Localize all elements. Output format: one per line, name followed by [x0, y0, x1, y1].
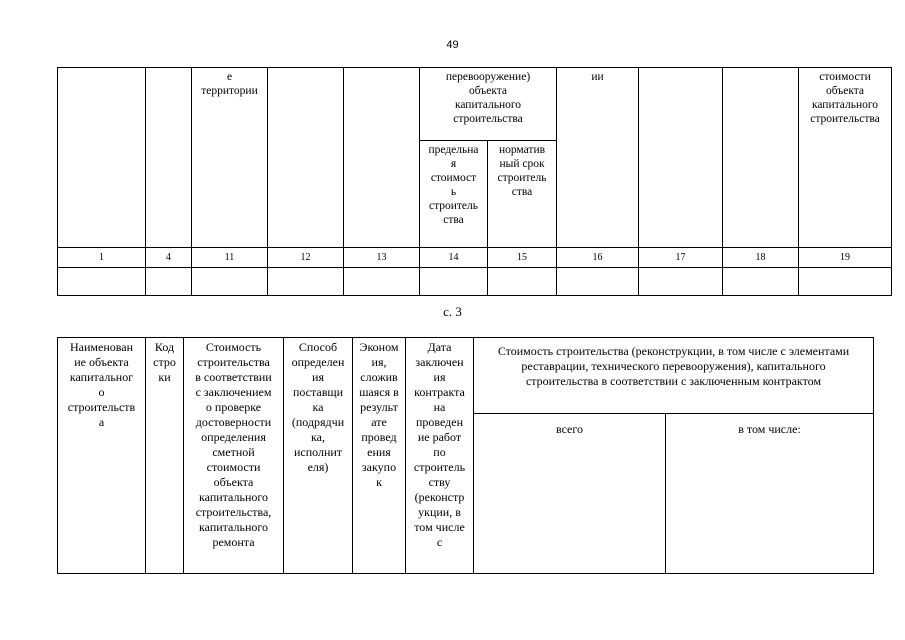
cell-c17-header [639, 68, 723, 248]
data-cell [58, 268, 146, 296]
cell-c14-group-header: перевооружение) объекта капитального строительства [420, 68, 557, 141]
cell-c18-header [723, 68, 799, 248]
header-supplier-method: Способ определен ия поставщи ка (подрядчи ка, исполнит еля) [284, 338, 353, 574]
data-cell [723, 268, 799, 296]
col-num-16: 16 [557, 248, 639, 268]
col-num-19: 19 [799, 248, 892, 268]
col-num-13: 13 [344, 248, 420, 268]
data-cell [488, 268, 557, 296]
col-num-17: 17 [639, 248, 723, 268]
cell-c12-header [268, 68, 344, 248]
data-cell [192, 268, 268, 296]
data-cell [639, 268, 723, 296]
bottom-table [57, 337, 874, 574]
header-contract-date: Дата заключен ия контракта на проведен ие работ по строитель ству (реконстр укции, в том числе с [406, 338, 474, 574]
top-table [57, 67, 892, 296]
data-cell [146, 268, 192, 296]
cell-c1-header [58, 68, 146, 248]
data-cell [557, 268, 639, 296]
empty-data-row [58, 268, 892, 296]
col-num-14: 14 [420, 248, 488, 268]
header-line-code: Код стро ки [146, 338, 184, 574]
page-number: 49 [446, 39, 459, 51]
cell-c11-header: е территории [192, 68, 268, 248]
header-procurement-economy: Эконом ия, сложив шаяся в результ ате провед ения закупо к [353, 338, 406, 574]
header-total: всего [474, 414, 666, 574]
col-num-1: 1 [58, 248, 146, 268]
cell-c15-header: норматив ный срок строитель ства [488, 141, 557, 248]
cell-c14-header: предельна я стоимост ь строитель ства [420, 141, 488, 248]
header-including: в том числе: [666, 414, 874, 574]
section-label: с. 3 [443, 304, 462, 319]
header-estimated-cost: Стоимость строительства в соответствии с заключением о проверке достоверности определения сметной стоимости объекта капитального строительства, капитального ремонта [184, 338, 284, 574]
cell-c4-header [146, 68, 192, 248]
col-num-11: 11 [192, 248, 268, 268]
cell-c19-header: стоимости объекта капитального строительства [799, 68, 892, 248]
col-num-4: 4 [146, 248, 192, 268]
col-num-15: 15 [488, 248, 557, 268]
data-cell [268, 268, 344, 296]
data-cell [344, 268, 420, 296]
column-number-row [58, 248, 892, 268]
header-contract-cost: Стоимость строительства (реконструкции, в том числе с элементами реставрации, технического перевооружения), капитального строительства в соответствии с заключенным контрактом [474, 338, 874, 414]
cell-c13-header [344, 68, 420, 248]
data-cell [420, 268, 488, 296]
cell-c16-header: ии [557, 68, 639, 248]
col-num-12: 12 [268, 248, 344, 268]
header-object-name: Наименован ие объекта капитальног о строительств а [58, 338, 146, 574]
col-num-18: 18 [723, 248, 799, 268]
data-cell [799, 268, 892, 296]
